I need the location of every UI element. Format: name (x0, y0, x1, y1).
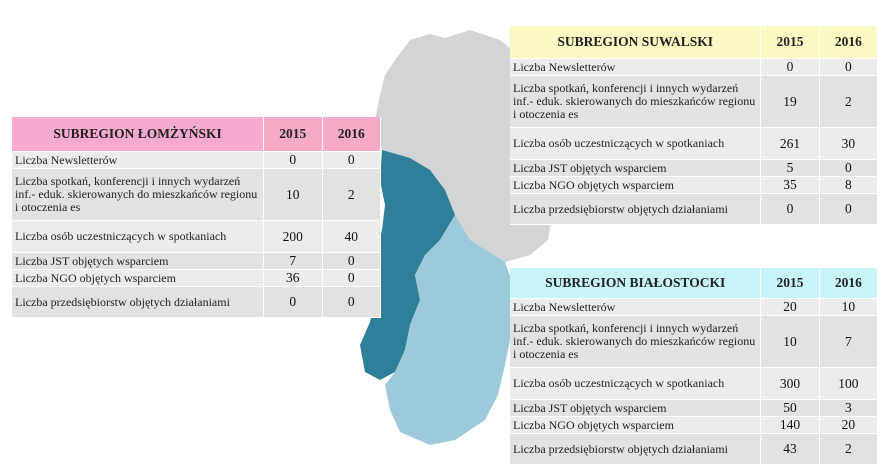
row-label: Liczba Newsletterów (510, 59, 761, 76)
year-header: 2016 (820, 268, 878, 299)
table-row (12, 270, 381, 287)
value-2016: 8 (820, 177, 878, 194)
table-row (510, 299, 878, 316)
table-row (12, 152, 381, 169)
value-2016: 0 (820, 194, 878, 225)
value-2016: 100 (820, 368, 878, 400)
value-2015: 10 (761, 316, 819, 368)
value-2016: 2 (820, 434, 878, 465)
table-row (510, 400, 878, 417)
row-label: Liczba przedsiębiorstw objętych działaniami (510, 434, 761, 465)
value-2015: 0 (264, 287, 322, 318)
value-2015: 0 (264, 152, 322, 169)
value-2016: 30 (820, 128, 878, 160)
row-label: Liczba JST objętych wsparciem (12, 253, 264, 270)
row-label: Liczba spotkań, konferencji i innych wydarzeń inf.- eduk. skierowanych do mieszkańców regionu i otoczenia es (510, 76, 761, 128)
row-label: Liczba przedsiębiorstw objętych działaniami (510, 194, 761, 225)
row-label: Liczba Newsletterów (510, 299, 761, 316)
value-2015: 36 (264, 270, 322, 287)
value-2016: 0 (323, 152, 381, 169)
row-label: Liczba przedsiębiorstw objętych działaniami (12, 287, 264, 318)
table-header-row (12, 117, 381, 152)
table-row (510, 368, 878, 400)
value-2016: 40 (323, 221, 381, 253)
row-label: Liczba spotkań, konferencji i innych wydarzeń inf.- eduk. skierowanych do mieszkańców regionu i otoczenia es (510, 316, 761, 368)
value-2016: 0 (323, 287, 381, 318)
row-label: Liczba NGO objętych wsparciem (12, 270, 264, 287)
table-row (510, 59, 878, 76)
row-label: Liczba osób uczestniczących w spotkaniach (510, 128, 761, 160)
value-2016: 0 (323, 270, 381, 287)
table-row (12, 287, 381, 318)
table-row (510, 160, 878, 177)
table-row (510, 417, 878, 434)
table-row (510, 76, 878, 128)
table-row (510, 128, 878, 160)
value-2015: 19 (761, 76, 819, 128)
value-2015: 7 (264, 253, 322, 270)
value-2015: 0 (761, 59, 819, 76)
value-2015: 20 (761, 299, 819, 316)
value-2015: 10 (264, 169, 322, 221)
value-2015: 140 (761, 417, 819, 434)
row-label: Liczba NGO objętych wsparciem (510, 417, 761, 434)
year-header: 2016 (323, 117, 381, 152)
row-label: Liczba osób uczestniczących w spotkaniach (510, 368, 761, 400)
table-row (510, 434, 878, 465)
table-header-row (510, 268, 878, 299)
value-2015: 35 (761, 177, 819, 194)
row-label: Liczba NGO objętych wsparciem (510, 177, 761, 194)
value-2016: 0 (323, 253, 381, 270)
year-header: 2015 (761, 268, 819, 299)
table-title: SUBREGION ŁOMŻYŃSKI (12, 117, 264, 152)
table-header-row (510, 26, 878, 59)
value-2015: 200 (264, 221, 322, 253)
value-2015: 50 (761, 400, 819, 417)
row-label: Liczba JST objętych wsparciem (510, 400, 761, 417)
value-2016: 0 (820, 59, 878, 76)
table-row (510, 177, 878, 194)
table-bialystok (510, 268, 878, 465)
value-2015: 300 (761, 368, 819, 400)
value-2015: 261 (761, 128, 819, 160)
table-lomza (12, 117, 381, 318)
value-2015: 0 (761, 194, 819, 225)
row-label: Liczba Newsletterów (12, 152, 264, 169)
value-2016: 2 (323, 169, 381, 221)
table-row (510, 194, 878, 225)
table-row (510, 316, 878, 368)
table-title: SUBREGION BIAŁOSTOCKI (510, 268, 761, 299)
value-2015: 5 (761, 160, 819, 177)
table-row (12, 169, 381, 221)
value-2015: 43 (761, 434, 819, 465)
value-2016: 0 (820, 160, 878, 177)
table-row (12, 221, 381, 253)
year-header: 2015 (264, 117, 322, 152)
value-2016: 7 (820, 316, 878, 368)
value-2016: 10 (820, 299, 878, 316)
table-title: SUBREGION SUWALSKI (510, 26, 761, 59)
year-header: 2015 (761, 26, 819, 59)
year-header: 2016 (820, 26, 878, 59)
value-2016: 3 (820, 400, 878, 417)
value-2016: 2 (820, 76, 878, 128)
row-label: Liczba spotkań, konferencji i innych wydarzeń inf.- eduk. skierowanych do mieszkańców regionu i otoczenia es (12, 169, 264, 221)
row-label: Liczba osób uczestniczących w spotkaniach (12, 221, 264, 253)
table-row (12, 253, 381, 270)
table-suwalki (510, 26, 878, 225)
value-2016: 20 (820, 417, 878, 434)
row-label: Liczba JST objętych wsparciem (510, 160, 761, 177)
